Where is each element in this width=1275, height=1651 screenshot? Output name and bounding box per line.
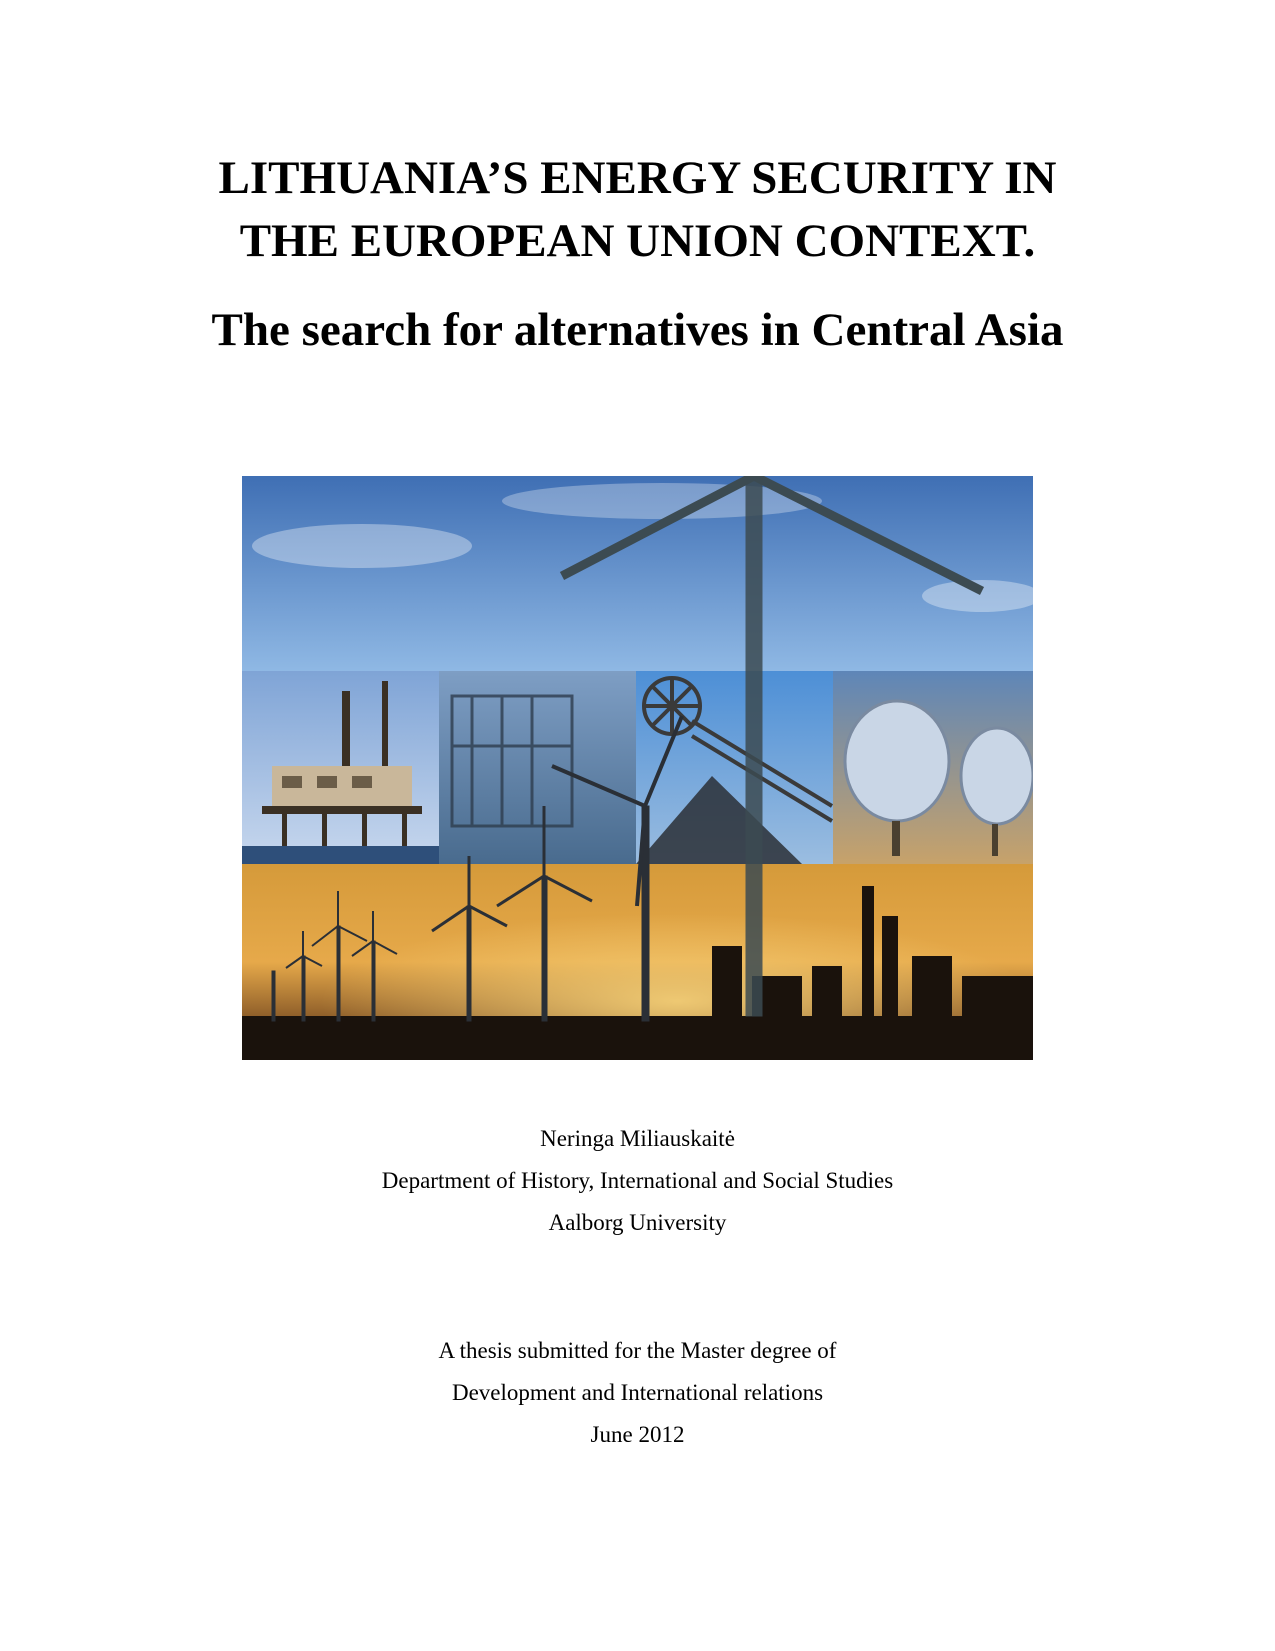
title-line-1: LITHUANIA’S ENERGY SECURITY IN	[218, 152, 1057, 204]
subtitle: The search for alternatives in Central Asia	[211, 304, 1064, 356]
author-name: Neringa Miliauskaitė	[540, 1126, 735, 1151]
title-line-2: THE EUROPEAN UNION CONTEXT.	[239, 215, 1036, 267]
university: Aalborg University	[548, 1210, 727, 1235]
thesis-statement-line-2: Development and International relations	[451, 1380, 824, 1405]
industrial-panel	[439, 671, 636, 864]
thesis-date: June 2012	[590, 1422, 685, 1447]
department: Department of History, International and Social Studies	[381, 1168, 894, 1193]
cover-image	[242, 476, 1033, 1060]
thesis-statement-line-1: A thesis submitted for the Master degree of	[438, 1338, 837, 1363]
